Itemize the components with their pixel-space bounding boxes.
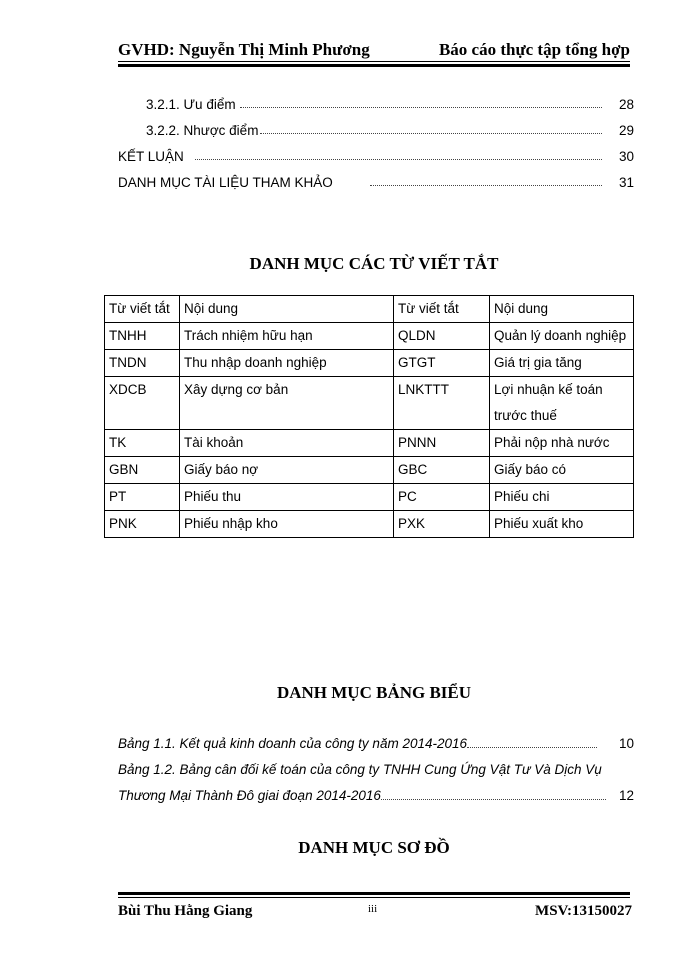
header-cell: Nội dung — [180, 296, 394, 323]
abbr-cell: LNKTTT — [394, 377, 490, 430]
abbr-cell: QLDN — [394, 323, 490, 350]
meaning-cell: Giá trị gia tăng — [490, 350, 634, 377]
toc-leader — [195, 159, 602, 160]
abbr-cell: PNNN — [394, 430, 490, 457]
meaning-cell: Quản lý doanh nghiệp — [490, 323, 634, 350]
meaning-cell: Phiếu nhập kho — [180, 511, 394, 538]
abbr-cell: GBC — [394, 457, 490, 484]
table-row — [105, 484, 634, 511]
header-rule-thin — [118, 61, 630, 62]
meaning-cell: Xây dựng cơ bản — [180, 377, 394, 430]
table-row — [105, 377, 634, 430]
meaning-cell: Trách nhiệm hữu hạn — [180, 323, 394, 350]
abbr-cell: GTGT — [394, 350, 490, 377]
table-list-item-page: 10 — [618, 736, 634, 751]
abbr-cell: GBN — [105, 457, 180, 484]
table-list-item-text: Thương Mại Thành Đô giai đoạn 2014-2016 — [118, 788, 381, 803]
abbr-cell: TNHH — [105, 323, 180, 350]
meaning-cell: Thu nhập doanh nghiệp — [180, 350, 394, 377]
meaning-cell: Giấy báo có — [490, 457, 634, 484]
tables-list-title: DANH MỤC BẢNG BIỂU — [276, 683, 472, 702]
header-rule-thick — [118, 64, 630, 67]
abbr-cell: PC — [394, 484, 490, 511]
header-left: GVHD: Nguyễn Thị Minh Phương — [118, 40, 370, 59]
meaning-cell: Phiếu chi — [490, 484, 634, 511]
footer-author: Bùi Thu Hằng Giang — [118, 903, 253, 919]
table-list-item-2-line1[interactable] — [118, 762, 634, 788]
toc-item-page: 28 — [618, 97, 634, 112]
table-row — [105, 457, 634, 484]
meaning-cell: Giấy báo nợ — [180, 457, 394, 484]
meaning-cell: Phiếu thu — [180, 484, 394, 511]
table-list-item-2-line2[interactable] — [118, 788, 634, 814]
abbr-cell: TK — [105, 430, 180, 457]
abbr-cell: PT — [105, 484, 180, 511]
meaning-cell: Phải nộp nhà nước — [490, 430, 634, 457]
table-row — [105, 323, 634, 350]
footer-rule-thin — [118, 897, 630, 898]
abbr-cell: PXK — [394, 511, 490, 538]
abbr-cell: XDCB — [105, 377, 180, 430]
meaning-cell: Phiếu xuất kho — [490, 511, 634, 538]
diagrams-list-title: DANH MỤC SƠ ĐỒ — [298, 838, 450, 857]
abbr-cell: PNK — [105, 511, 180, 538]
header-right: Báo cáo thực tập tổng hợp — [438, 40, 630, 59]
toc-item-label: DANH MỤC TÀI LIỆU THAM KHẢO — [118, 175, 333, 190]
toc-item-page: 29 — [618, 123, 634, 138]
toc-leader — [240, 107, 602, 108]
table-header-row — [105, 296, 634, 323]
meaning-cell: Lợi nhuận kế toán trước thuế — [490, 377, 634, 430]
table-list-item-1[interactable] — [118, 736, 634, 762]
footer-student-id: MSV:13150027 — [535, 903, 632, 919]
meaning-cell: Tài khoản — [180, 430, 394, 457]
toc-item[interactable] — [0, 123, 700, 147]
table-list-item-text: Bảng 1.1. Kết quả kinh doanh của công ty năm 2014-2016 — [118, 736, 468, 751]
toc-leader — [260, 133, 602, 134]
abbr-cell: TNDN — [105, 350, 180, 377]
toc-item[interactable] — [0, 97, 700, 121]
list-leader — [381, 799, 606, 800]
abbreviations-table — [104, 295, 634, 538]
list-leader — [467, 747, 597, 748]
table-row — [105, 511, 634, 538]
header-cell: Từ viết tắt — [394, 296, 490, 323]
footer-rule-thick — [118, 892, 630, 895]
table-row — [105, 350, 634, 377]
toc-item[interactable] — [0, 175, 700, 199]
toc-item-page: 31 — [618, 175, 634, 190]
toc-item[interactable] — [0, 149, 700, 173]
footer-page-number: iii — [368, 903, 378, 915]
table-list-item-text: Bảng 1.2. Bảng cân đối kế toán của công ty TNHH Cung Ứng Vật Tư Và Dịch Vụ — [118, 762, 602, 777]
toc-item-page: 30 — [618, 149, 634, 164]
toc-item-label: 3.2.2. Nhược điểm — [146, 123, 259, 138]
header-cell: Từ viết tắt — [105, 296, 180, 323]
abbreviations-title: DANH MỤC CÁC TỪ VIẾT TẮT — [249, 254, 499, 273]
table-list-item-page: 12 — [618, 788, 634, 803]
toc-item-label: 3.2.1. Ưu điểm — [146, 97, 236, 112]
table-row — [105, 430, 634, 457]
toc-leader — [370, 185, 602, 186]
header-cell: Nội dung — [490, 296, 634, 323]
toc-item-label: KẾT LUẬN — [118, 149, 184, 164]
